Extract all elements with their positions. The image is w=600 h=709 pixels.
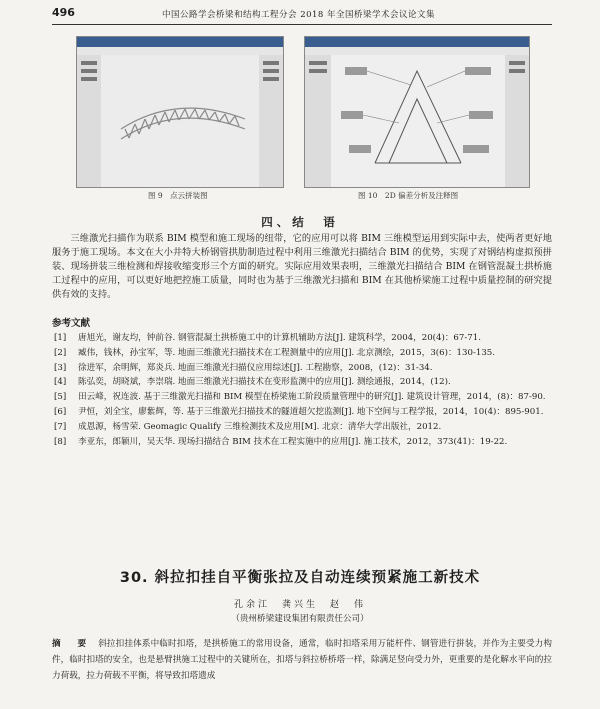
article-authors: 孔余江 龚兴生 赵 伟	[233, 600, 366, 610]
reference-item	[52, 346, 552, 361]
reference-text: 臧伟，钱林，孙宝军，等. 地面三维激光扫描技术在工程测量中的应用[J]. 北京测绘，2015，3(6)：130-135.	[78, 347, 496, 358]
reference-text: 陈弘奕，胡晓斌，李崇瑞. 地面三维激光扫描技术在变形监测中的应用[J]. 测绘通报，2014，(12).	[78, 377, 451, 388]
reference-item	[52, 375, 552, 390]
reference-number: [6]	[54, 406, 67, 417]
reference-item	[52, 405, 552, 420]
abstract-label: 摘 要	[52, 639, 91, 649]
article-affiliation: （贵州桥梁建设集团有限责任公司）	[231, 614, 369, 624]
reference-number: [7]	[54, 421, 67, 432]
figure-9-point-cloud	[76, 36, 284, 188]
figure-10-deviation-analysis	[304, 36, 530, 188]
article-title: 30. 斜拉扣挂自平衡张拉及自动连续预紧施工新技术	[119, 570, 481, 586]
reference-number: [5]	[54, 392, 67, 403]
reference-number: [1]	[54, 333, 67, 343]
reference-item	[52, 331, 552, 346]
section-heading: 四、结 语	[261, 215, 339, 229]
reference-text: 唐旭光，谢友均，钟前谷. 钢管混凝土拱桥施工中的计算机辅助方法[J]. 建筑科学，2004，20(4)：67-71.	[78, 333, 481, 343]
abstract	[52, 636, 552, 684]
reference-number: [8]	[54, 436, 67, 447]
reference-text: 李亚东，郎颖川，吴天华. 现场扫描结合 BIM 技术在工程实施中的应用[J]. 施工技术，2012，373(41)：19-22.	[78, 436, 508, 447]
reference-item	[52, 420, 552, 435]
figure-10-caption: 图 10 2D 偏差分析及注释图	[358, 191, 459, 200]
reference-item	[52, 390, 552, 405]
reference-text: 成恩源，杨雪荣. Geomagic Qualify 三维检测技术及应用[M]. 北京：清华大学出版社，2012.	[78, 421, 442, 432]
conclusion-paragraph: 三维激光扫描作为联系 BIM 模型和施工现场的纽带，它的应用可以将 BIM 三维模型运用到实际中去，使两者更好地服务于施工现场。本文在大小井特大桥钢管拱肋制造过程中利用三维激光扫描结合 BIM 的优势，实现了对钢结构虚拟预拼装、现场拼装三维检测和焊接收缩变形三个方面的研究。实际应用效果表明，三维激光扫描结合 BIM 在钢管混凝土拱桥施工过程中的应用，可以更好地把控施工质量，同时也为基于三维激光扫描和 BIM 在其他桥梁施工过程中质量控制的研究提供有效的支持。	[52, 233, 552, 300]
running-header	[52, 6, 552, 25]
reference-item	[52, 361, 552, 376]
reference-number: [3]	[54, 362, 67, 373]
references-heading: 参考文献	[52, 318, 91, 329]
reference-list	[52, 331, 552, 449]
reference-item	[52, 435, 552, 450]
reference-number: [4]	[54, 377, 67, 388]
reference-number: [2]	[54, 347, 67, 358]
running-title: 中国公路学会桥梁和结构工程分会 2018 年全国桥梁学术会议论文集	[162, 10, 436, 20]
abstract-text: 斜拉扣挂体系中临时扣塔，是拱桥施工的常用设备，通常，临时扣塔采用万能杆件、钢管进行拼装，并作为主要受力构件，临时扣塔的安全，也是悬臂拱施工过程中的关键所在，扣塔与斜拉桥桥塔一样，除满足竖向受力外，更重要的是化解水平向的拉力荷载，拉力荷载不平衡，将导致扣塔遗成	[52, 639, 552, 681]
reference-text: 田云峰，祝连波. 基于三维激光扫描和 BIM 模型在桥梁施工阶段质量管理中的研究[J]. 建筑设计管理，2014，(8)：87-90.	[78, 392, 546, 403]
page-number: 496	[52, 6, 75, 19]
reference-text: 徐进军，余明辉，郑炎兵. 地面三维激光扫描仪应用综述[J]. 工程勘察，2008，(12)：31-34.	[78, 362, 433, 373]
reference-text: 尹恒，刘全宝，廖紫辉，等. 基于三维激光扫描技术的隧道超欠挖监测[J]. 地下空间与工程学报，2014，10(4)：895-901.	[78, 406, 544, 417]
figure-9-caption: 图 9 点云拼装图	[148, 191, 208, 200]
